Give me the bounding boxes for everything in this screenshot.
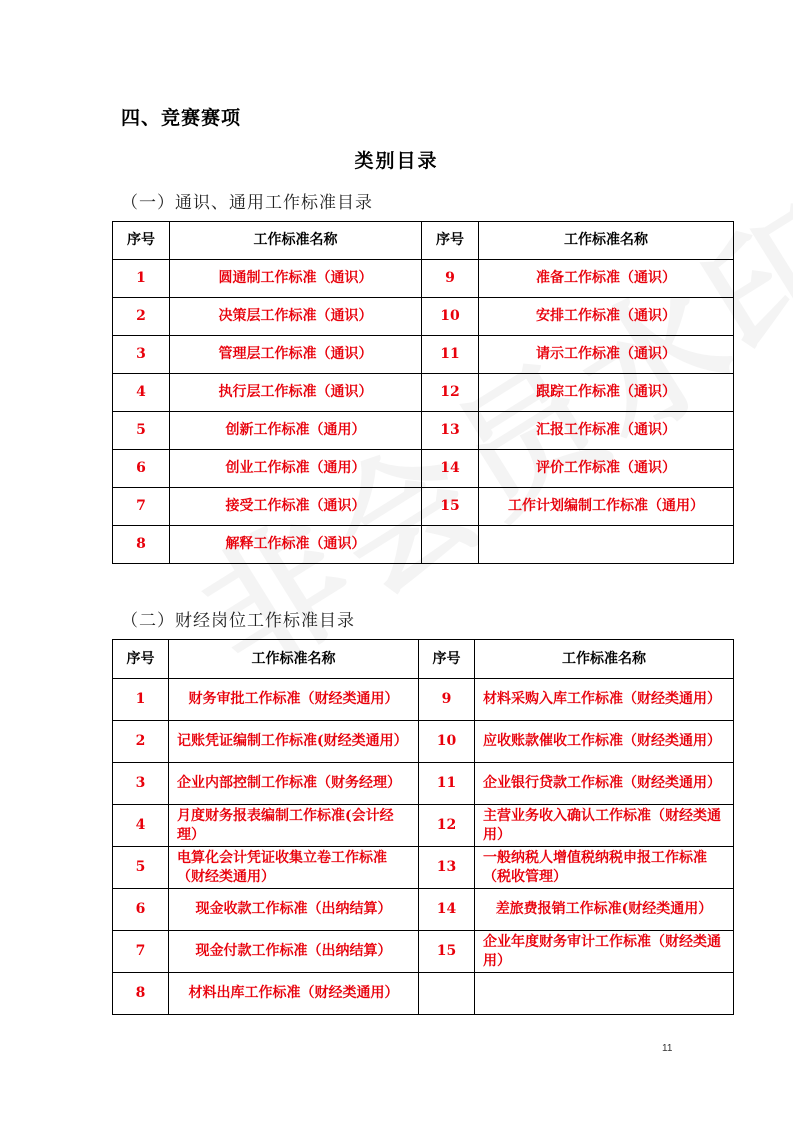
page-number: 11 — [662, 1043, 673, 1054]
row-number: 9 — [419, 679, 475, 721]
catalog-title: 类别目录 — [354, 150, 439, 172]
standard-name: 接受工作标准（通识） — [170, 488, 422, 526]
standard-name: 汇报工作标准（通识） — [479, 412, 734, 450]
row-number: 14 — [422, 450, 479, 488]
table-row — [113, 412, 734, 450]
standard-name: 企业银行贷款工作标准（财经类通用） — [475, 763, 734, 805]
column-header-name: 工作标准名称 — [479, 222, 734, 260]
finance-standards-table — [112, 639, 734, 1015]
table-row — [113, 679, 734, 721]
table2-heading: （二）财经岗位工作标准目录 — [121, 611, 355, 631]
row-number: 5 — [113, 412, 170, 450]
table-row — [113, 721, 734, 763]
table-row — [113, 298, 734, 336]
row-number — [422, 526, 479, 564]
row-number: 9 — [422, 260, 479, 298]
column-header-name: 工作标准名称 — [475, 640, 734, 679]
row-number: 1 — [113, 679, 169, 721]
standard-name: 执行层工作标准（通识） — [170, 374, 422, 412]
standard-name: 评价工作标准（通识） — [479, 450, 734, 488]
table-row — [113, 847, 734, 889]
row-number: 12 — [422, 374, 479, 412]
standard-name: 跟踪工作标准（通识） — [479, 374, 734, 412]
row-number: 13 — [422, 412, 479, 450]
general-standards-table — [112, 221, 734, 564]
row-number: 7 — [113, 931, 169, 973]
standard-name: 应收账款催收工作标准（财经类通用） — [475, 721, 734, 763]
table-row — [113, 336, 734, 374]
standard-name: 管理层工作标准（通识） — [170, 336, 422, 374]
standard-name: 记账凭证编制工作标准(财经类通用） — [169, 721, 419, 763]
row-number: 13 — [419, 847, 475, 889]
table-row — [113, 931, 734, 973]
table1-heading: （一）通识、通用工作标准目录 — [121, 193, 373, 213]
table-header-row — [113, 222, 734, 260]
table-row — [113, 450, 734, 488]
row-number: 15 — [419, 931, 475, 973]
column-header-number: 序号 — [113, 640, 169, 679]
table-row — [113, 805, 734, 847]
row-number: 15 — [422, 488, 479, 526]
row-number: 11 — [419, 763, 475, 805]
table-row — [113, 488, 734, 526]
row-number: 4 — [113, 374, 170, 412]
standard-name: 安排工作标准（通识） — [479, 298, 734, 336]
standard-name: 月度财务报表编制工作标准(会计经理） — [169, 805, 419, 847]
standard-name — [479, 526, 734, 564]
row-number: 6 — [113, 450, 170, 488]
standard-name: 现金付款工作标准（出纳结算） — [169, 931, 419, 973]
row-number — [419, 973, 475, 1015]
row-number: 2 — [113, 298, 170, 336]
standard-name: 请示工作标准（通识） — [479, 336, 734, 374]
standard-name: 企业年度财务审计工作标准（财经类通用） — [475, 931, 734, 973]
table-row — [113, 763, 734, 805]
standard-name: 创业工作标准（通用） — [170, 450, 422, 488]
table-row — [113, 889, 734, 931]
column-header-number: 序号 — [419, 640, 475, 679]
row-number: 12 — [419, 805, 475, 847]
row-number: 7 — [113, 488, 170, 526]
table-row — [113, 374, 734, 412]
column-header-name: 工作标准名称 — [170, 222, 422, 260]
row-number: 2 — [113, 721, 169, 763]
row-number: 8 — [113, 526, 170, 564]
table-row — [113, 260, 734, 298]
section-heading: 四、竞赛赛项 — [121, 107, 242, 129]
standard-name: 企业内部控制工作标准（财务经理） — [169, 763, 419, 805]
standard-name: 创新工作标准（通用） — [170, 412, 422, 450]
row-number: 3 — [113, 336, 170, 374]
column-header-number: 序号 — [113, 222, 170, 260]
standard-name: 材料采购入库工作标准（财经类通用） — [475, 679, 734, 721]
standard-name: 现金收款工作标准（出纳结算） — [169, 889, 419, 931]
row-number: 11 — [422, 336, 479, 374]
standard-name: 圆通制工作标准（通识） — [170, 260, 422, 298]
standard-name: 材料出库工作标准（财经类通用） — [169, 973, 419, 1015]
row-number: 4 — [113, 805, 169, 847]
standard-name: 差旅费报销工作标准(财经类通用） — [475, 889, 734, 931]
standard-name: 电算化会计凭证收集立卷工作标准（财经类通用） — [169, 847, 419, 889]
row-number: 5 — [113, 847, 169, 889]
standard-name: 主营业务收入确认工作标准（财经类通用） — [475, 805, 734, 847]
column-header-name: 工作标准名称 — [169, 640, 419, 679]
row-number: 8 — [113, 973, 169, 1015]
row-number: 3 — [113, 763, 169, 805]
row-number: 14 — [419, 889, 475, 931]
row-number: 6 — [113, 889, 169, 931]
row-number: 10 — [422, 298, 479, 336]
standard-name: 准备工作标准（通识） — [479, 260, 734, 298]
standard-name — [475, 973, 734, 1015]
standard-name: 决策层工作标准（通识） — [170, 298, 422, 336]
standard-name: 一般纳税人增值税纳税申报工作标准（税收管理） — [475, 847, 734, 889]
column-header-number: 序号 — [422, 222, 479, 260]
standard-name: 解释工作标准（通识） — [170, 526, 422, 564]
standard-name: 工作计划编制工作标准（通用） — [479, 488, 734, 526]
table-row — [113, 526, 734, 564]
row-number: 10 — [419, 721, 475, 763]
table-row — [113, 973, 734, 1015]
table-header-row — [113, 640, 734, 679]
standard-name: 财务审批工作标准（财经类通用） — [169, 679, 419, 721]
row-number: 1 — [113, 260, 170, 298]
